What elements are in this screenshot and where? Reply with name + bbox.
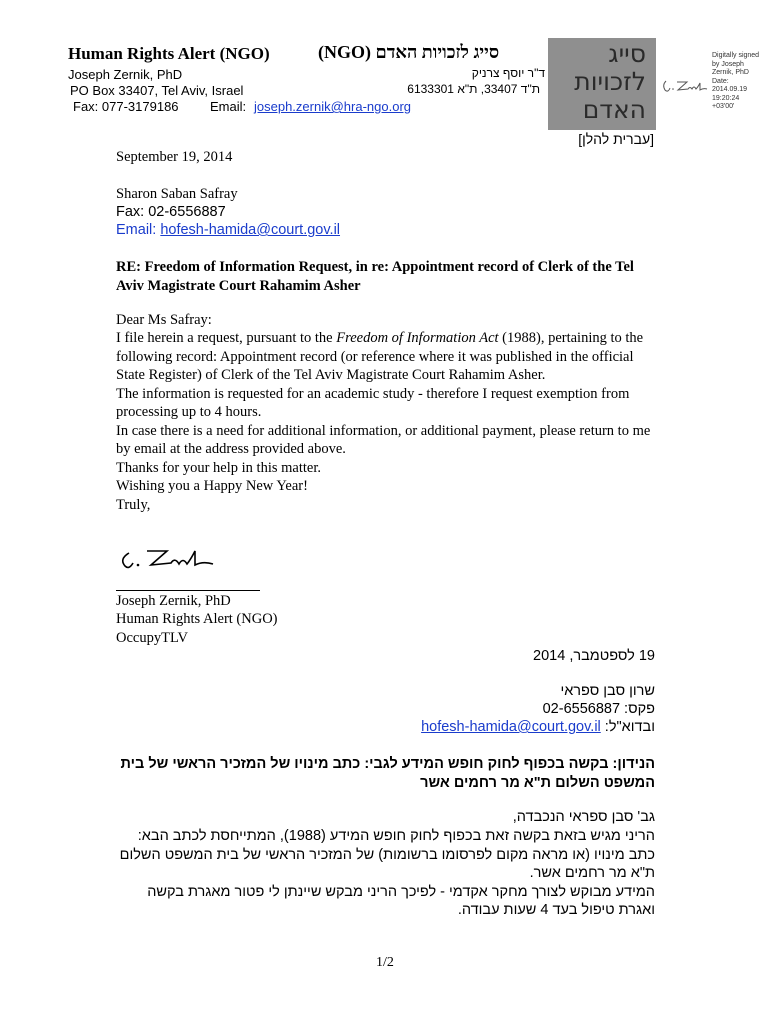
subject-line: RE: Freedom of Information Request, in re: Appointment record of Clerk of the Tel Aviv Magistrate Court Rahamim Asher: [116, 259, 634, 294]
letter-date-he: 19 לספטמבר, 2014: [533, 648, 655, 664]
signer-movement: OccupyTLV: [116, 630, 188, 646]
digital-signature-mark: [660, 73, 710, 97]
org-name-he: (NGO) סייג לזכויות האדם: [318, 42, 500, 62]
org-logo: [548, 38, 656, 130]
recipient-email-line-he: [300, 718, 655, 737]
recipient-email-label: Email:: [116, 222, 161, 238]
subject-line-he: הנידון: בקשה בכפוף לחוק חופש המידע לגבי: כתב מינויו של המזכיר הראשי של בית המשפט השלום ת"א מר רחמים אשר: [120, 756, 655, 791]
recipient-name-he: שרון סבן ספראי: [560, 683, 655, 699]
body-paragraph-3: In case there is a need for additional information, or additional payment, please return to me by email at the address provided above.: [116, 422, 651, 457]
signature-line: [116, 590, 260, 591]
recipient-email-label-he: ובדוא"ל:: [600, 719, 655, 735]
digital-signature-text: [712, 52, 768, 112]
ds-line: Zernik, PhD: [712, 69, 749, 76]
ds-line: by Joseph: [712, 60, 744, 68]
header-fax: Fax: 077-3179186: [73, 99, 179, 114]
recipient-email-link-he[interactable]: hofesh-hamida@court.gov.il: [421, 719, 601, 735]
body-text: (1988), pertaining to the following record: Appointment record (or reference where it was published in the official State Register) of Clerk of the Tel Aviv Magistrate Court Rahamim Asher.: [116, 330, 644, 383]
salutation-he: גב' סבן ספראי הנכבדה,: [512, 809, 655, 825]
page-number: 1/2: [376, 955, 394, 970]
logo-line-3: האדם: [582, 95, 646, 124]
letter-body-he: [110, 827, 655, 920]
org-name-en: Human Rights Alert (NGO): [68, 44, 270, 63]
author-name-en: Joseph Zernik, PhD: [68, 67, 183, 82]
recipient-email-line: [116, 221, 656, 240]
ds-line: 2014.09.19: [712, 86, 748, 93]
recipient-name: Sharon Saban Safray: [116, 186, 238, 202]
ds-line: Digitally signed: [712, 52, 760, 59]
logo-line-1: סייג: [608, 39, 646, 68]
body-paragraph-1: [116, 329, 664, 385]
handwritten-signature: [117, 545, 217, 573]
address-en: PO Box 33407, Tel Aviv, Israel: [70, 83, 244, 98]
recipient-fax: Fax: 02-6556887: [116, 204, 226, 220]
header-email-link[interactable]: joseph.zernik@hra-ngo.org: [254, 99, 412, 114]
letter-body: [116, 329, 664, 514]
address-he: ת"ד 33407, ת"א 6133301: [407, 82, 540, 96]
hebrew-below-note: [עברית להלן]: [578, 131, 654, 147]
logo-line-2: לזכויות: [574, 67, 646, 96]
salutation: Dear Ms Safray:: [116, 312, 212, 328]
body-paragraph-he-1: הריני מגיש בזאת בקשה זאת בכפוף לחוק חופש המידע (1988), המתייחסת לכתב הבא: כתב מינויו (או מראה מקום לפרסומו ברשומות) של המזכיר הראשי של בית המשפט השלום ת"א מר רחמים אשר.: [119, 828, 655, 881]
recipient-fax-he: פקס: 02-6556887: [542, 701, 655, 717]
letter-date: September 19, 2014: [116, 149, 233, 165]
ds-line: Date:: [712, 77, 729, 85]
body-paragraph-5: Wishing you a Happy New Year!: [116, 478, 308, 494]
header-email-label: Email:: [210, 99, 247, 114]
body-paragraph-4: Thanks for your help in this matter.: [116, 459, 321, 476]
closing: Truly,: [116, 496, 151, 513]
body-paragraph-he-2: המידע מבוקש לצורך מחקר אקדמי - לפיכך הריני מבקש שיינתן לי פטור מאגרת בקשה ואגרת טיפול בעד 4 שעות עבודה.: [147, 883, 655, 918]
ds-line: +03'00': [712, 103, 735, 110]
signer-org: Human Rights Alert (NGO): [116, 611, 278, 627]
recipient-email-link[interactable]: hofesh-hamida@court.gov.il: [160, 222, 341, 238]
signer-name: Joseph Zernik, PhD: [116, 593, 231, 609]
ds-line: 19:20:24: [712, 94, 740, 102]
act-name: Freedom of Information Act: [336, 330, 499, 346]
author-name-he: ד"ר יוסף צרניק: [471, 66, 545, 80]
body-text: I file herein a request, pursuant to the: [116, 330, 337, 346]
body-paragraph-2: The information is requested for an academic study - therefore I request exemption from processing up to 4 hours.: [116, 385, 630, 420]
